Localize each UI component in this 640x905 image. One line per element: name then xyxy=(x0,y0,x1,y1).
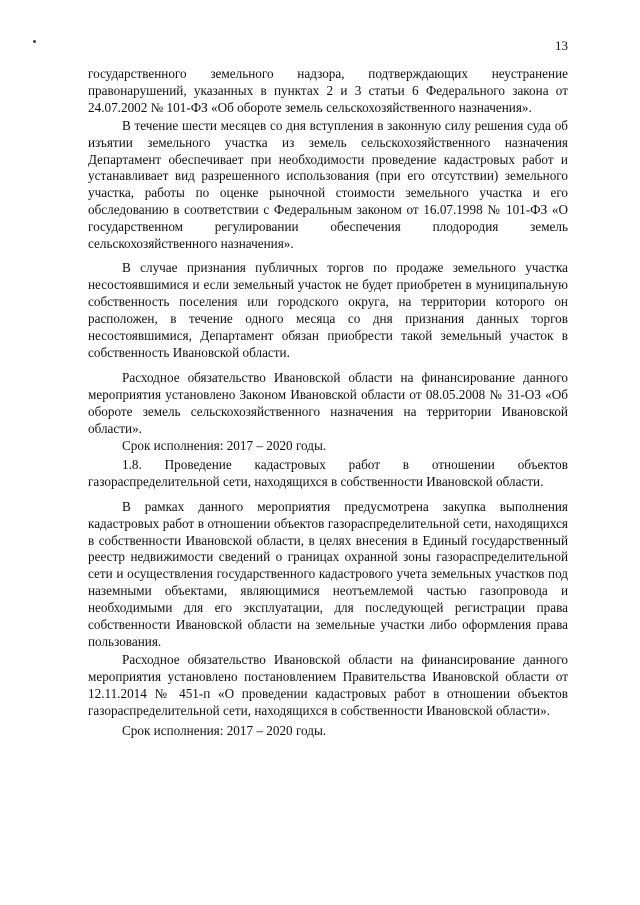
document-body xyxy=(88,66,568,739)
paragraph: В случае признания публичных торгов по продаже земельного участка несостоявшимися и если земельный участок не будет приобретен в муниципальную собственность поселения или городского округа, на территории которого он расположен, в течение одного месяца со дня признания данных торгов несостоявшимися, Департамент обязан приобрести такой земельный участок в собственность Ивановской области. xyxy=(88,259,568,360)
section-heading: 1.8. Проведение кадастровых работ в отношении объектов газораспределительной сети, находящихся в собственности Ивановской области. xyxy=(88,456,568,489)
paragraph: В рамках данного мероприятия предусмотрена закупка выполнения кадастровых работ в отношении объектов газораспределительной сети, находящихся в собственности Ивановской области, в целях внесения в Единый государственный реестр недвижимости сведений о границах охранной зоны газораспределительной сети и осуществления государственного кадастрового учета земельных участков под наземными объектами, являющимися неотъемлемой частью газопровода и необходимыми для его эксплуатации, для последующей регистрации права собственности Ивановской области на земельные участки либо оформления права пользования. xyxy=(88,498,568,649)
paragraph-continuation: государственного земельного надзора, подтверждающих неустранение правонарушений, указанных в пунктах 2 и 3 статьи 6 Федерального закона от 24.07.2002 № 101-ФЗ «Об обороте земель сельскохозяйственного назначения». xyxy=(88,66,568,115)
page-number: 13 xyxy=(555,38,568,53)
paragraph: Срок исполнения: 2017 – 2020 годы. xyxy=(122,722,327,738)
scan-artifact xyxy=(33,40,36,43)
paragraph: В течение шести месяцев со дня вступления в законную силу решения суда об изъятии земельного участка из земель сельскохозяйственного назначения Департамент обеспечивает при необходимости проведение кадастровых работ и устанавливает вид разрешенного использования (при его отсутствии) земельного участка, работы по оценке рыночной стоимости земельного участка и его обследованию в соответствии с Федеральным законом от 16.07.1998 № 101-ФЗ «О государственном регулировании обеспечения плодородия земель сельскохозяйственного назначения». xyxy=(88,117,568,252)
paragraph: Расходное обязательство Ивановской области на финансирование данного мероприятия установлено постановлением Правительства Ивановской области от 12.11.2014 № 451-п «О проведении кадастровых работ в отношении объектов газораспределительной сети, находящихся в собственности Ивановской области». xyxy=(88,651,568,718)
paragraph: Срок исполнения: 2017 – 2020 годы. xyxy=(122,438,327,454)
paragraph: Расходное обязательство Ивановской области на финансирование данного мероприятия установлено Законом Ивановской области от 08.05.2008 № 31-ОЗ «Об обороте земель сельскохозяйственного назначения на территории Ивановской области». xyxy=(88,370,568,437)
